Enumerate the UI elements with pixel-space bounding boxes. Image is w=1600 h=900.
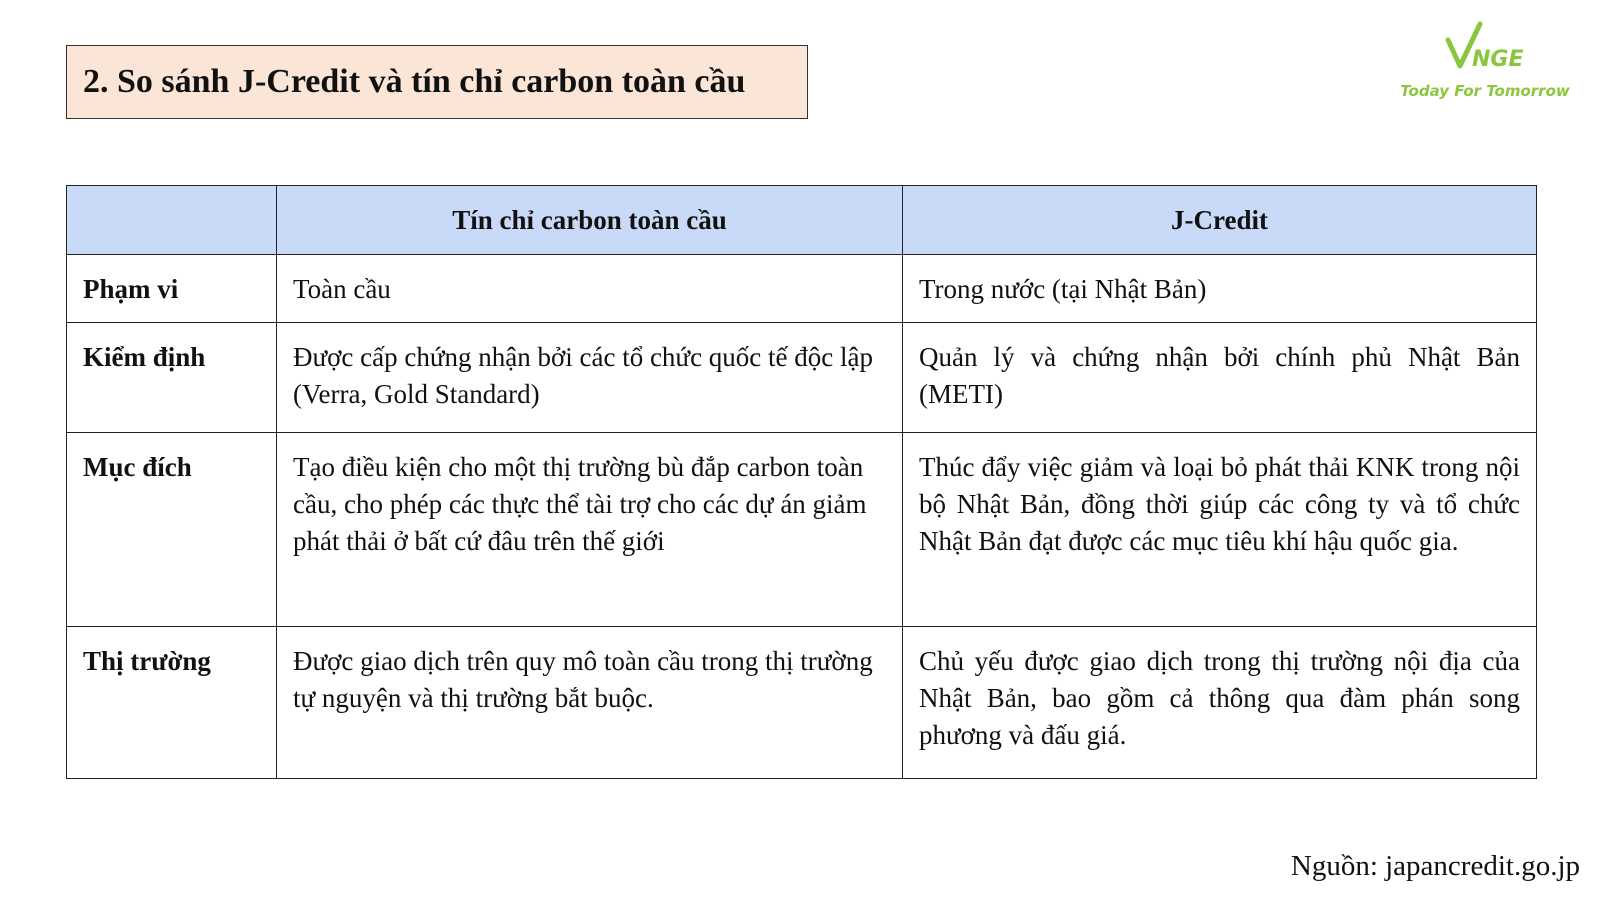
table-row-purpose	[67, 433, 1537, 627]
cell-global: Toàn cầu	[277, 255, 903, 323]
source-citation: Nguồn: japancredit.go.jp	[1290, 850, 1580, 882]
slide-title	[66, 45, 808, 119]
header-jcredit: J-Credit	[903, 186, 1537, 255]
vnge-logo	[1400, 18, 1570, 108]
row-label: Phạm vi	[67, 255, 277, 323]
cell-jcredit: Trong nước (tại Nhật Bản)	[903, 255, 1537, 323]
header-empty	[67, 186, 277, 255]
comparison-table	[66, 185, 1537, 779]
svg-text:NGE: NGE	[1472, 47, 1524, 72]
table-header-row	[67, 186, 1537, 255]
cell-jcredit: Quản lý và chứng nhận bởi chính phủ Nhật Bản (METI)	[903, 323, 1537, 433]
slide-title-text: 2. So sánh J-Credit và tín chỉ carbon toàn cầu	[83, 63, 746, 100]
cell-global: Được cấp chứng nhận bởi các tổ chức quốc tế độc lập (Verra, Gold Standard)	[277, 323, 903, 433]
cell-jcredit: Thúc đẩy việc giảm và loại bỏ phát thải KNK trong nội bộ Nhật Bản, đồng thời giúp các công ty và tổ chức Nhật Bản đạt được các mục tiêu khí hậu quốc gia.	[903, 433, 1537, 627]
comparison-table-wrapper	[66, 185, 1537, 779]
table-row-market	[67, 627, 1537, 779]
cell-jcredit: Chủ yếu được giao dịch trong thị trường nội địa của Nhật Bản, bao gồm cả thông qua đàm phán song phương và đấu giá.	[903, 627, 1537, 779]
cell-global: Tạo điều kiện cho một thị trường bù đắp carbon toàn cầu, cho phép các thực thể tài trợ cho các dự án giảm phát thải ở bất cứ đâu trên thế giới	[277, 433, 903, 627]
row-label: Thị trường	[67, 627, 277, 779]
logo-slogan: Today For Tomorrow	[1400, 82, 1570, 100]
row-label: Kiểm định	[67, 323, 277, 433]
table-row-verification	[67, 323, 1537, 433]
vnge-logo-mark	[1428, 18, 1548, 78]
row-label: Mục đích	[67, 433, 277, 627]
cell-global: Được giao dịch trên quy mô toàn cầu trong thị trường tự nguyện và thị trường bắt buộc.	[277, 627, 903, 779]
table-row-scope	[67, 255, 1537, 323]
header-global-credit: Tín chỉ carbon toàn cầu	[277, 186, 903, 255]
